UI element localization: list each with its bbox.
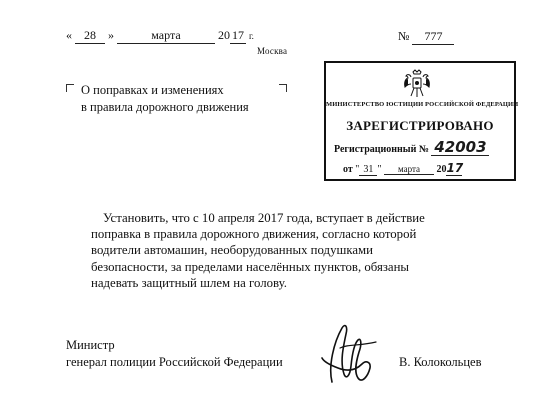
subject-line: в правила дорожного движения bbox=[81, 100, 249, 114]
stamp-year-suffix: 17 bbox=[446, 161, 464, 175]
document-body bbox=[91, 210, 425, 291]
body-line: поправка в правила дорожного движения, согласно которой bbox=[91, 227, 417, 242]
handwritten-signature bbox=[318, 318, 380, 390]
registration-stamp bbox=[324, 61, 519, 181]
signatory-title bbox=[66, 337, 283, 371]
stamp-from-label: от bbox=[343, 164, 353, 175]
body-line: Установить, что с 10 апреля 2017 года, вступает в действие bbox=[103, 211, 425, 225]
stamp-month: марта bbox=[384, 164, 434, 175]
signatory-title-line: генерал полиции Российской Федерации bbox=[66, 355, 283, 369]
date-year-marker: г. bbox=[249, 31, 254, 41]
document-city: Москва bbox=[257, 46, 288, 56]
stamp-year-prefix: 20 bbox=[436, 164, 447, 175]
date-year-suffix: 17 bbox=[232, 28, 244, 42]
body-line: надевать защитный шлем на голову. bbox=[91, 275, 287, 290]
document-subject bbox=[81, 82, 249, 116]
number-value: 777 bbox=[412, 29, 454, 45]
document-number bbox=[398, 29, 454, 45]
stamp-date-line: от " 31 " марта 2017 bbox=[343, 161, 464, 175]
body-line: безопасности, за пределами населённых пунктов, обязаны bbox=[91, 259, 410, 274]
subject-line: О поправках и изменениях bbox=[81, 83, 224, 97]
date-quote-close: » bbox=[108, 28, 114, 42]
date-month: марта bbox=[117, 28, 215, 44]
date-year-prefix: 20 bbox=[218, 28, 230, 42]
date-day: 28 bbox=[75, 28, 105, 44]
stamp-reg-number: 42003 bbox=[431, 140, 489, 156]
date-quote-open: « bbox=[66, 28, 72, 42]
stamp-ministry: МИНИСТЕРСТВО ЮСТИЦИИ РОССИЙСКОЙ ФЕДЕРАЦИИ bbox=[326, 101, 519, 108]
stamp-reg-label: Регистрационный № bbox=[334, 144, 429, 155]
number-prefix: № bbox=[398, 29, 410, 43]
subject-bracket-right bbox=[279, 84, 287, 92]
stamp-day: 31 bbox=[359, 164, 377, 176]
stamp-reg-line bbox=[334, 140, 489, 156]
double-headed-eagle-icon bbox=[402, 68, 432, 100]
body-line: водители автомашин, необорудованных подушками bbox=[91, 243, 373, 258]
stamp-registered: ЗАРЕГИСТРИРОВАНО bbox=[346, 118, 494, 133]
signatory-title-line: Министр bbox=[66, 338, 115, 352]
signatory-name: В. Колокольцев bbox=[399, 355, 482, 369]
subject-bracket-left bbox=[66, 84, 74, 92]
document-date bbox=[66, 28, 254, 44]
